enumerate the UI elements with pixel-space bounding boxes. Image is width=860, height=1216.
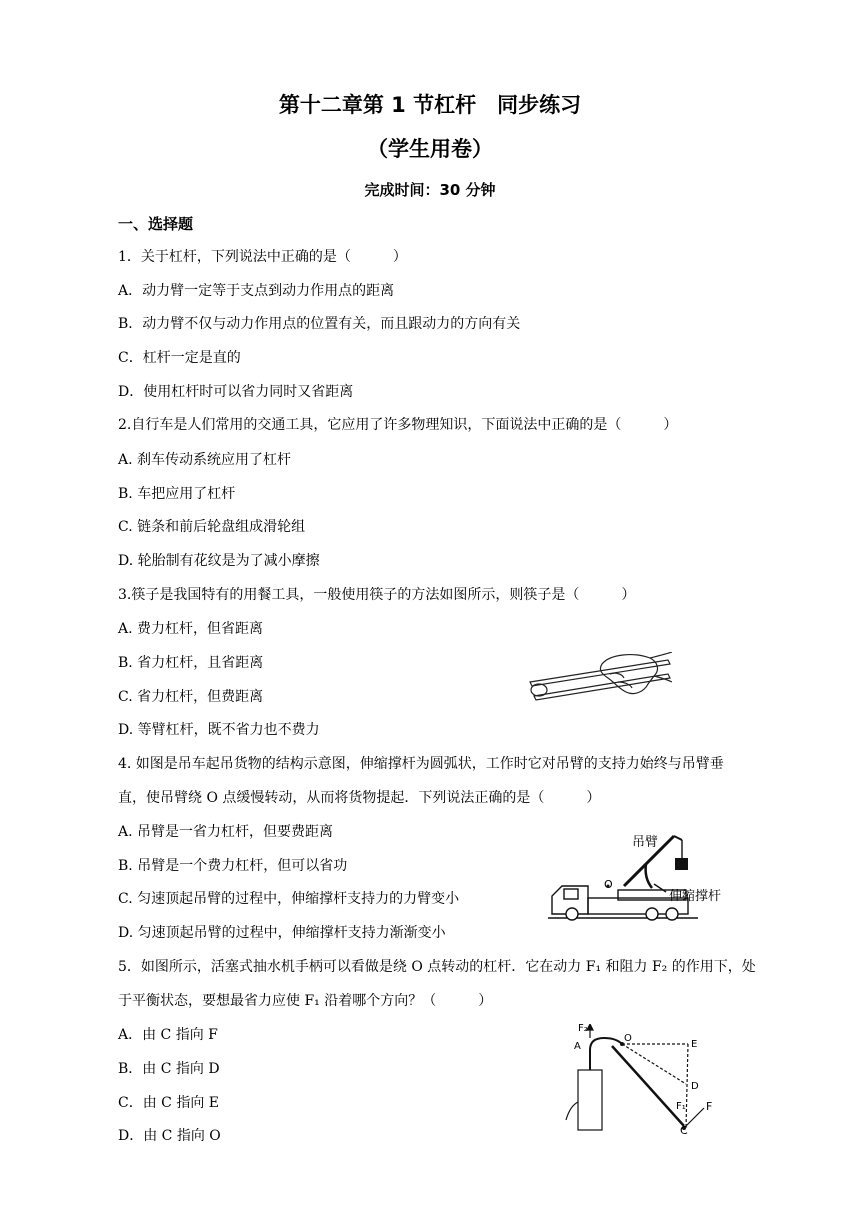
label-e: E — [691, 1039, 698, 1050]
question-4-option-d: D. 匀速顶起吊臂的过程中，伸缩撑杆支持力渐渐变小 — [118, 925, 446, 941]
cargo-box — [675, 858, 688, 870]
question-1-option-b: B．动力臂不仅与动力作用点的位置有关，而且跟动力的方向有关 — [118, 316, 521, 332]
strut-pointer — [654, 884, 666, 892]
line-c-d — [622, 1044, 686, 1084]
crane-arm-label: 吊臂 — [632, 835, 659, 850]
wheel-rear-2 — [666, 908, 678, 920]
question-5-option-d: D．由 C 指向 O — [118, 1128, 221, 1144]
question-2-option-d: D. 轮胎制有花纹是为了减小摩擦 — [118, 553, 320, 569]
question-4-option-a: A. 吊臂是一省力杠杆，但要费距离 — [118, 824, 334, 840]
question-5-option-a: A．由 C 指向 F — [118, 1027, 218, 1043]
label-d: D — [691, 1081, 699, 1092]
telescopic-strut — [646, 864, 652, 888]
question-4-stem-line-1: 4. 如图是吊车起吊货物的结构示意图，伸缩撑杆为圆弧状，工作时它对吊臂的支持力始终与吊臂垂 — [118, 756, 724, 772]
page-subtitle: （学生用卷） — [367, 137, 493, 161]
question-3-option-c: C. 省力杠杆，但费距离 — [118, 689, 264, 705]
question-3-option-d: D. 等臂杠杆，既不省力也不费力 — [118, 722, 320, 738]
question-1-option-d: D．使用杠杆时可以省力同时又省距离 — [118, 384, 354, 400]
crane-arm-tip — [674, 836, 682, 840]
telescopic-strut-label: 伸缩撑杆 — [669, 889, 722, 904]
pump-barrel — [578, 1070, 602, 1130]
line-e-c — [686, 1044, 688, 1128]
section-heading: 一、选择题 — [118, 215, 194, 233]
hand-finger-1 — [610, 673, 624, 678]
question-4-option-c: C. 匀速顶起吊臂的过程中，伸缩撑杆支持力的力臂变小 — [118, 891, 460, 907]
pivot-o-label: O — [604, 878, 613, 891]
question-5-stem-line-2: 于平衡状态，要想最省力应使 F₁ 沿着哪个方向？（ ） — [118, 993, 493, 1009]
completion-time: 完成时间：30 分钟 — [364, 181, 496, 199]
label-f1: F₁ — [676, 1101, 686, 1112]
question-4-option-b: B. 吊臂是一个费力杠杆，但可以省功 — [118, 858, 348, 874]
question-3-option-b: B. 省力杠杆，且省距离 — [118, 655, 264, 671]
question-5-option-b: B．由 C 指向 D — [118, 1061, 220, 1077]
question-1-stem: 1．关于杠杆，下列说法中正确的是（ ） — [118, 249, 407, 265]
question-1-option-a: A．动力臂一定等于支点到动力作用点的距离 — [118, 283, 395, 299]
pump-figure — [552, 1024, 724, 1136]
question-2-option-c: C. 链条和前后轮盘组成滑轮组 — [118, 519, 306, 535]
crane-figure — [548, 826, 738, 926]
hand-wrist — [650, 652, 672, 658]
label-f2: F₂ — [578, 1023, 588, 1034]
label-c: C — [680, 1124, 688, 1137]
label-o: O — [624, 1033, 632, 1044]
chopsticks-figure — [522, 652, 672, 710]
truck-window — [564, 889, 578, 899]
spout — [566, 1102, 578, 1120]
page-title: 第十二章第 1 节杠杆 同步练习 — [278, 93, 582, 117]
f2-arrowhead — [587, 1024, 593, 1030]
question-3-option-a: A. 费力杠杆，但省距离 — [118, 621, 264, 637]
question-2-option-b: B. 车把应用了杠杆 — [118, 486, 236, 502]
question-2-stem: 2.自行车是人们常用的交通工具，它应用了许多物理知识，下面说法中正确的是（ ） — [118, 417, 678, 433]
question-4-stem-line-2: 直，使吊臂绕 O 点缓慢转动，从而将货物提起．下列说法正确的是（ ） — [118, 790, 601, 806]
wheel-rear-1 — [646, 908, 658, 920]
question-3-stem: 3.筷子是我国特有的用餐工具，一般使用筷子的方法如图所示，则筷子是（ ） — [118, 587, 636, 603]
wheel-front — [566, 908, 578, 920]
question-5-stem-line-1: 5．如图所示，活塞式抽水机手柄可以看做是绕 O 点转动的杠杆．它在动力 F₁ 和阻力 F₂ 的作用下，处 — [118, 959, 756, 975]
label-a: A — [574, 1041, 581, 1052]
handle-arc — [590, 1038, 622, 1050]
question-5-option-c: C．由 C 指向 E — [118, 1095, 219, 1111]
question-1-option-c: C．杠杆一定是直的 — [118, 350, 241, 366]
question-2-option-a: A. 刹车传动系统应用了杠杆 — [118, 452, 292, 468]
pump-handle — [612, 1046, 684, 1126]
food-item — [531, 684, 547, 696]
label-f: F — [706, 1100, 713, 1113]
